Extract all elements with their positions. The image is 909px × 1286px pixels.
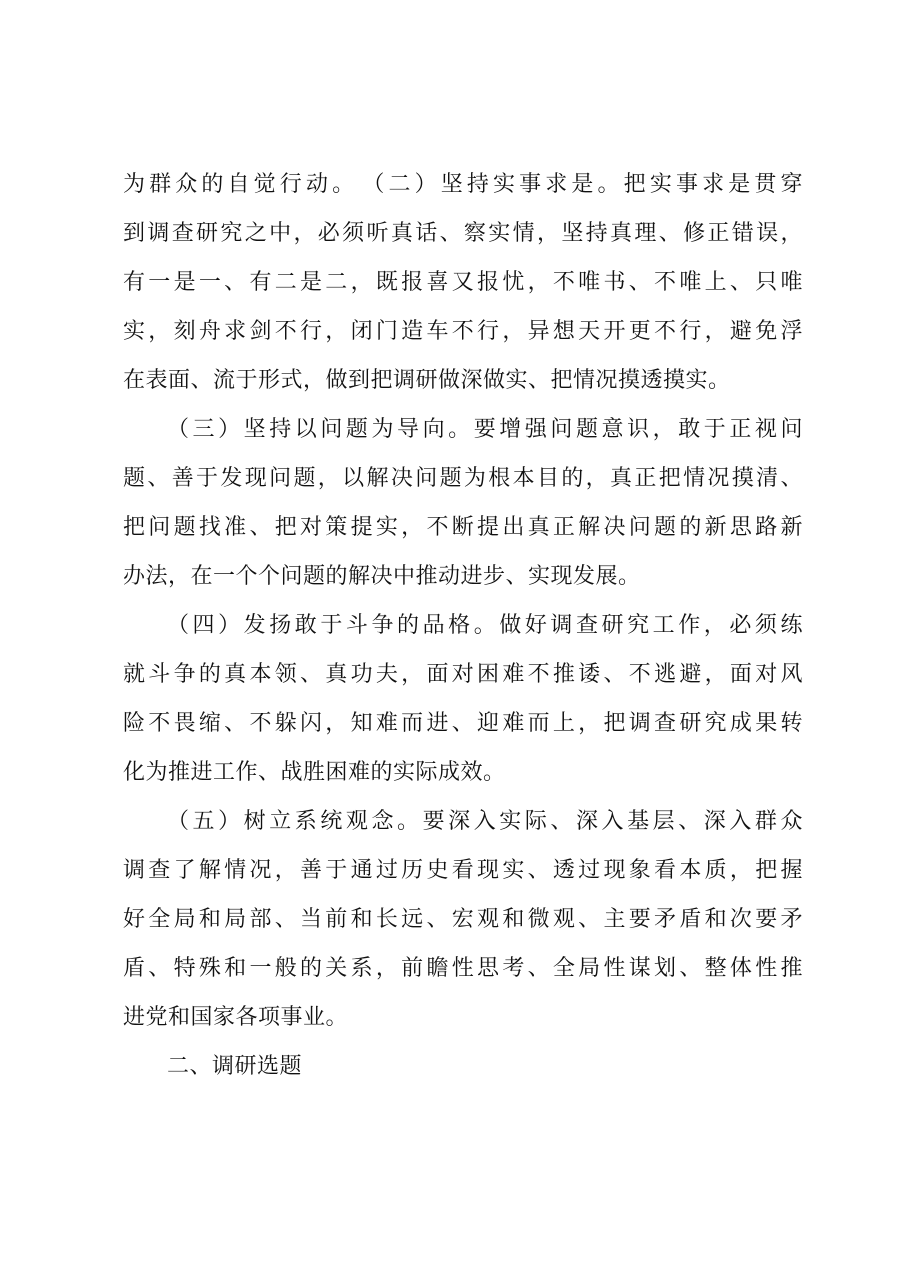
paragraph-3-line-4: 办法，在一个个问题的解决中推动进步、实现发展。 (123, 564, 641, 589)
paragraph-5-line-4: 盾、特殊和一般的关系，前瞻性思考、全局性谋划、整体性推 (123, 956, 803, 981)
paragraph-3-line-1: （三）坚持以问题为导向。要增强问题意识，敢于正视问 (167, 417, 803, 442)
text-line-5: 在表面、流于形式，做到把调研做深做实、把情况摸透摸实。 (123, 368, 731, 393)
paragraph-4-line-4: 化为推进工作、战胜困难的实际成效。 (123, 760, 506, 785)
section-heading: 二、调研选题 (167, 1054, 303, 1079)
paragraph-3-line-2: 题、善于发现问题，以解决问题为根本目的，真正把情况摸清、 (123, 466, 803, 491)
text-line-3: 有一是一、有二是二，既报喜又报忧，不唯书、不唯上、只唯 (123, 270, 803, 295)
paragraph-4-line-3: 险不畏缩、不躲闪，知难而进、迎难而上，把调查研究成果转 (123, 711, 803, 736)
paragraph-5-line-3: 好全局和局部、当前和长远、宏观和微观、主要矛盾和次要矛 (123, 907, 803, 932)
text-line-4: 实，刻舟求剑不行，闭门造车不行，异想天开更不行，避免浮 (123, 319, 803, 344)
paragraph-4-line-1: （四）发扬敢于斗争的品格。做好调查研究工作，必须练 (167, 613, 803, 638)
paragraph-5-line-5: 进党和国家各项事业。 (123, 1005, 349, 1030)
text-line-1: 为群众的自觉行动。 （二）坚持实事求是。把实事求是贯穿 (123, 172, 803, 197)
paragraph-4-line-2: 就斗争的真本领、真功夫，面对困难不推诿、不逃避，面对风 (123, 662, 803, 687)
paragraph-5-line-1: （五）树立系统观念。要深入实际、深入基层、深入群众 (167, 809, 803, 834)
text-line-2: 到调查研究之中，必须听真话、察实情，坚持真理、修正错误， (123, 221, 803, 246)
paragraph-5-line-2: 调查了解情况，善于通过历史看现实、透过现象看本质，把握 (123, 858, 803, 883)
paragraph-3-line-3: 把问题找准、把对策提实，不断提出真正解决问题的新思路新 (123, 515, 803, 540)
